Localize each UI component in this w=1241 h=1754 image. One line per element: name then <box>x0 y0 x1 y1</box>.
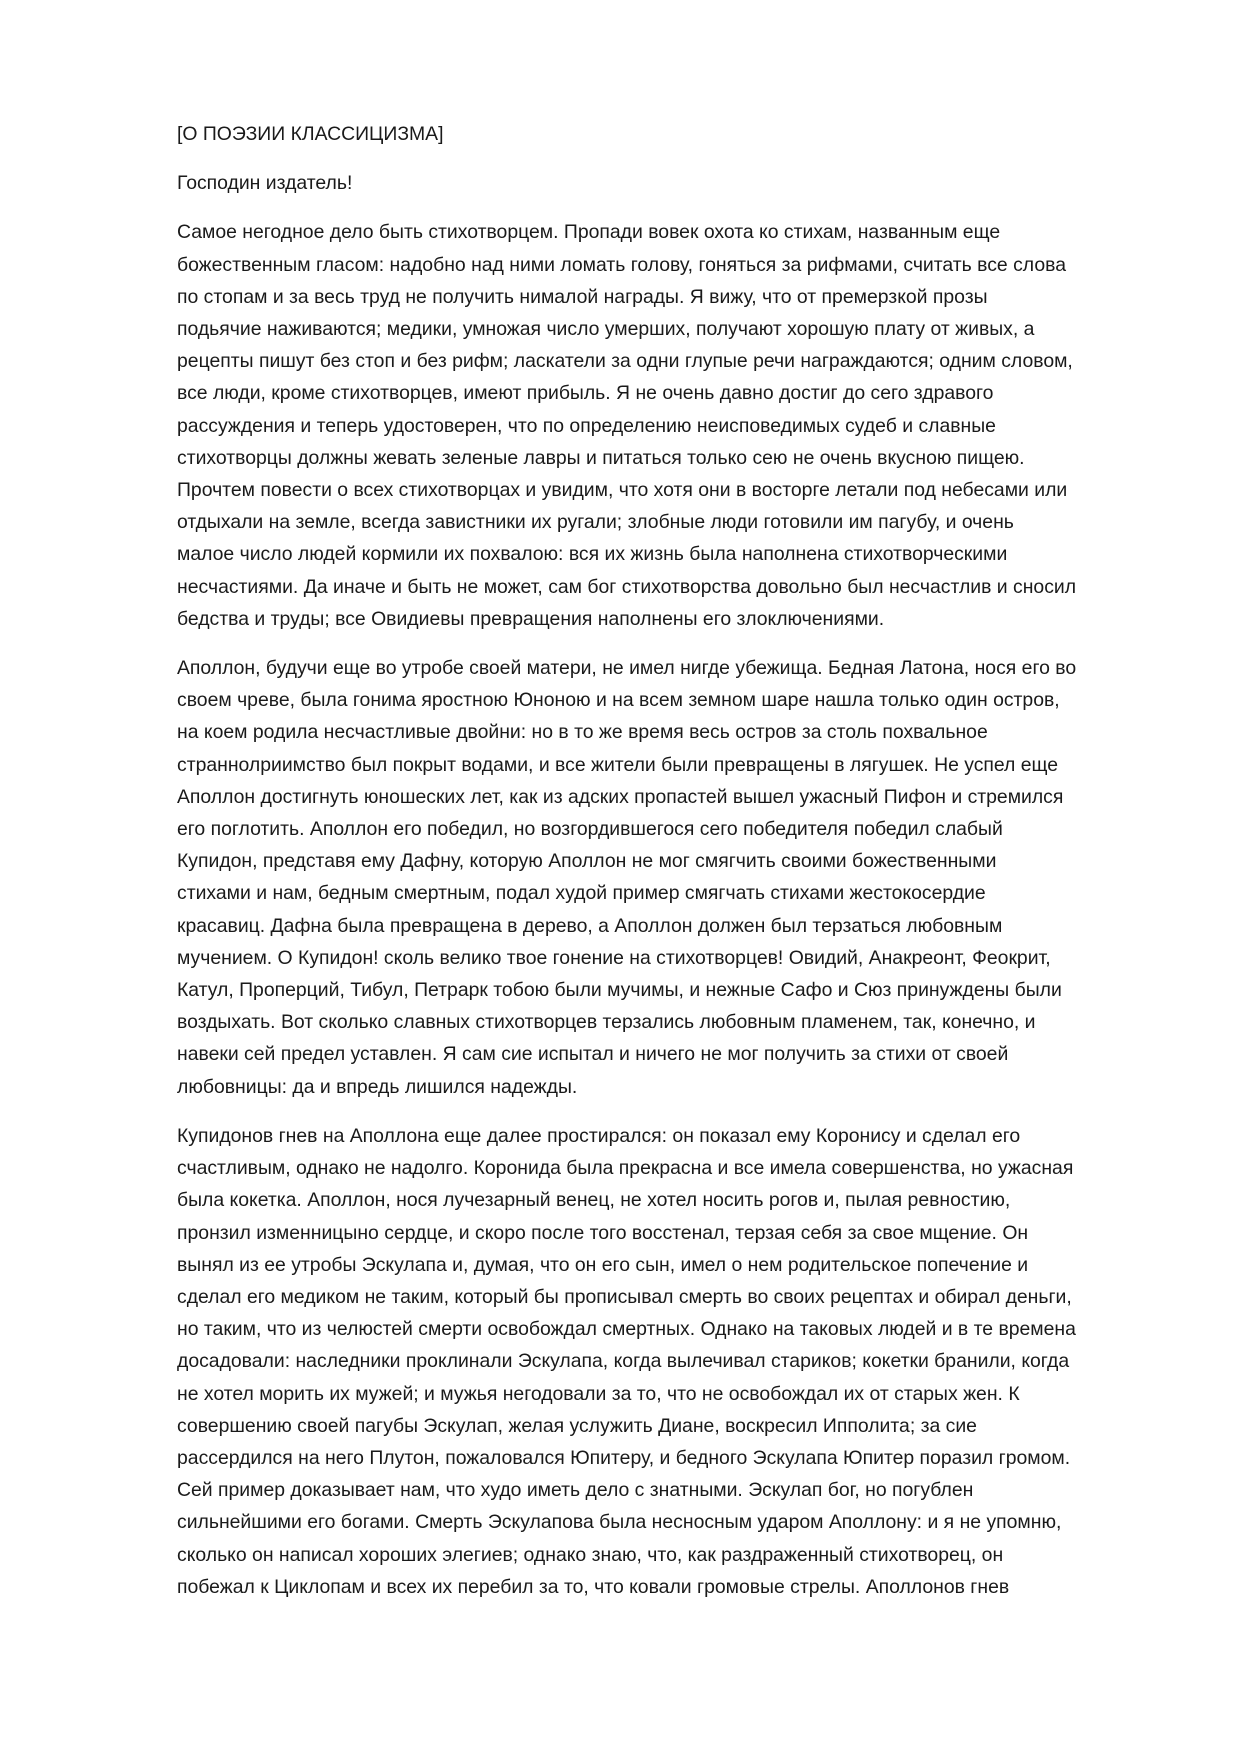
text-line: несчастиями. Да иначе и быть не может, сам бог стихотворства довольно был несчастлив и сносил <box>177 575 1077 598</box>
text-line: по стопам и за весь труд не получить нималой награды. Я вижу, что от премерзкой прозы <box>177 285 988 308</box>
text-line: отдыхали на земле, всегда завистники их ругали; злобные люди готовили им пагубу, и очень <box>177 511 1014 534</box>
text-line: вынял из ее утробы Эскулапа и, думая, что он его сын, имел о нем родительское попечение и <box>177 1253 1029 1276</box>
paragraph-2 <box>177 652 1157 1103</box>
text-line: стихами и нам, бедным смертным, подал худой пример смягчать стихами жестокосердие <box>177 882 986 905</box>
paragraph-3 <box>177 1120 1157 1603</box>
text-line: его поглотить. Аполлон его победил, но возгордившегося сего победителя победил слабый <box>177 818 1003 841</box>
text-line: Купидон, представя ему Дафну, которую Аполлон не мог смягчить своими божественными <box>177 850 997 873</box>
text-line: Купидонов гнев на Аполлона еще далее простирался: он показал ему Коронису и сделал его <box>177 1124 1021 1147</box>
text-line: пронзил изменницыно сердце, и скоро после того восстенал, терзая себя за свое мщение. Он <box>177 1221 1029 1244</box>
text-line: подьячие наживаются; медики, умножая число умерших, получают хорошую плату от живых, а <box>177 318 1035 341</box>
text-line: навеки сей предел уставлен. Я сам сие испытал и ничего не мог получить за стихи от своей <box>177 1043 1009 1066</box>
text-line: на коем родила несчастливые двойни: но в то же время весь остров за столь похвальное <box>177 721 988 744</box>
text-line: сильнейшими его богами. Смерть Эскулапова была несносным ударом Аполлону: и я не упомню, <box>177 1511 1062 1534</box>
text-line: малое число людей кормили их похвалою: вся их жизнь была наполнена стихотворческими <box>177 543 1008 566</box>
text-line: была кокетка. Аполлон, нося лучезарный венец, не хотел носить рогов и, пылая ревностию, <box>177 1189 1011 1212</box>
text-line: рецепты пишут без стоп и без рифм; ласкатели за одни глупые речи награждаются; одним словом, <box>177 350 1073 373</box>
text-line: совершению своей пагубы Эскулап, желая услужить Диане, воскресил Ипполита; за сие <box>177 1414 977 1437</box>
text-line: стихотворцы должны жевать зеленые лавры и питаться только сею не очень вкусною пищею. <box>177 446 1025 469</box>
text-line: Самое негодное дело быть стихотворцем. Пропади вовек охота ко стихам, названным еще <box>177 221 1001 244</box>
text-line: все люди, кроме стихотворцев, имеют прибыль. Я не очень давно достиг до сего здравого <box>177 382 994 405</box>
text-line: своем чреве, была гонима яростною Юноною и на всем земном шаре нашла только один остров, <box>177 689 1060 712</box>
text-line: не хотел морить их мужей; и мужья негодовали за то, что не освобождал их от старых жен. К <box>177 1382 1020 1405</box>
text-line: мучением. О Купидон! сколь велико твое гонение на стихотворцев! Овидий, Анакреонт, Феокрит, <box>177 946 1051 969</box>
text-line: но таким, что из челюстей смерти освобождал смертных. Однако на таковых людей и в те времена <box>177 1318 1076 1341</box>
text-line: рассердился на него Плутон, пожаловался Юпитеру, и бедного Эскулапа Юпитер поразил громом. <box>177 1446 1071 1469</box>
paragraph-1 <box>177 216 1157 635</box>
document-body <box>177 118 1157 1620</box>
text-line: сделал его медиком не таким, который бы прописывал смерть во своих рецептах и обирал деньги, <box>177 1285 1072 1308</box>
text-line: воздыхать. Вот сколько славных стихотворцев терзались любовным пламенем, так, конечно, и <box>177 1011 1036 1034</box>
text-line: красавиц. Дафна была превращена в дерево, а Аполлон должен был терзаться любовным <box>177 914 1003 937</box>
text-line: божественным гласом: надобно над ними ломать голову, гоняться за рифмами, считать все слова <box>177 253 1066 276</box>
text-line: побежал к Циклопам и всех их перебил за то, что ковали громовые стрелы. Аполлонов гнев <box>177 1575 1010 1598</box>
text-line: бедства и труды; все Овидиевы превращения наполнены его злоключениями. <box>177 607 885 630</box>
text-line: рассуждения и теперь удостоверен, что по определению неисповедимых судеб и славные <box>177 414 996 437</box>
text-line: страннолриимство был покрыт водами, и все жители были превращены в лягушек. Не успел еще <box>177 753 1059 776</box>
document-title: [О ПОЭЗИИ КЛАССИЦИЗМА] <box>177 123 444 145</box>
text-line: досадовали: наследники проклинали Эскулапа, когда вылечивал стариков; кокетки бранили, когда <box>177 1350 1070 1373</box>
text-line: любовницы: да и впредь лишился надежды. <box>177 1075 578 1098</box>
salutation: Господин издатель! <box>177 172 353 195</box>
text-line: Сей пример доказывает нам, что худо иметь дело с знатными. Эскулап бог, но погублен <box>177 1479 974 1502</box>
text-line: Аполлон достигнуть юношеских лет, как из адских пропастей вышел ужасный Пифон и стремился <box>177 785 1064 808</box>
text-line: Катул, Проперций, Тибул, Петрарк тобою были мучимы, и нежные Сафо и Сюз принуждены были <box>177 979 1062 1002</box>
text-line: счастливым, однако не надолго. Коронида была прекрасна и все имела совершенства, но ужасная <box>177 1157 1074 1180</box>
text-line: сколько он написал хороших элегиев; однако знаю, что, как раздраженный стихотворец, он <box>177 1543 1004 1566</box>
text-line: Прочтем повести о всех стихотворцах и увидим, что хотя они в восторге летали под небесами или <box>177 479 1068 502</box>
text-line: Аполлон, будучи еще во утробе своей матери, не имел нигде убежища. Бедная Латона, нося его во <box>177 657 1077 680</box>
